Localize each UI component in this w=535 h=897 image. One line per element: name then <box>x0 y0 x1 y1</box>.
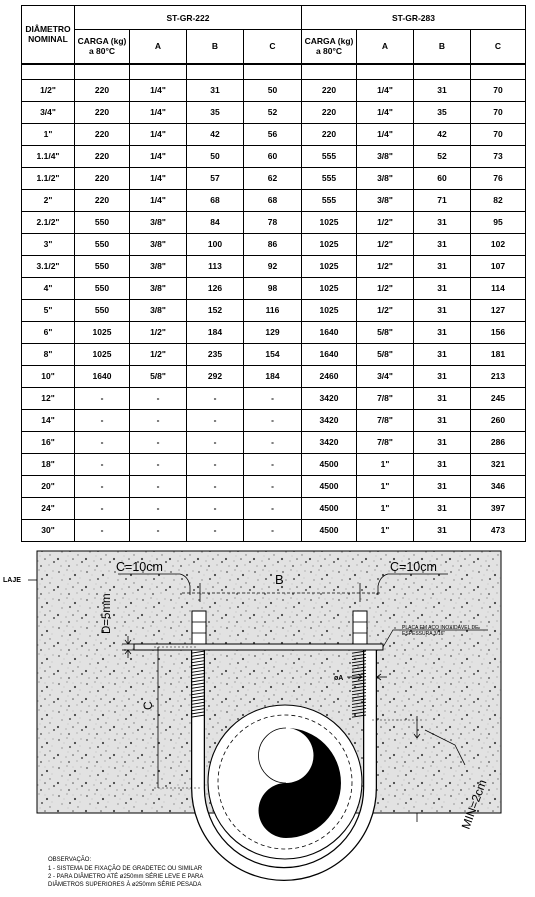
cell-b-283: 31 <box>414 211 471 233</box>
cell-diameter: 2" <box>22 189 75 211</box>
cell-c-283: 70 <box>471 79 526 101</box>
oa-label: øA <box>334 675 344 682</box>
cell-a-222: 1/4" <box>130 79 187 101</box>
table-row <box>22 343 526 365</box>
cell-load-283: 1640 <box>302 343 357 365</box>
cell-a-222: 3/8" <box>130 299 187 321</box>
cell-c-222: 62 <box>244 167 302 189</box>
cell-a-222: 3/8" <box>130 233 187 255</box>
cell-b-222: 292 <box>187 365 244 387</box>
cell-c-283: 95 <box>471 211 526 233</box>
cell-a-283: 5/8" <box>357 343 414 365</box>
cell-b-222: 42 <box>187 123 244 145</box>
cell-load-222: 1640 <box>75 365 130 387</box>
cell-c-283: 213 <box>471 365 526 387</box>
cell-c-222: 78 <box>244 211 302 233</box>
nut-left <box>192 611 206 644</box>
cell-diameter: 1.1/2" <box>22 167 75 189</box>
cell-c-283: 73 <box>471 145 526 167</box>
cell-a-222: 1/2" <box>130 343 187 365</box>
cell-c-222: 154 <box>244 343 302 365</box>
cell-a-283: 1" <box>357 519 414 541</box>
table-row <box>22 387 526 409</box>
table-row <box>22 519 526 541</box>
cell-a-222: 3/8" <box>130 211 187 233</box>
table-row <box>22 123 526 145</box>
header-diameter-line2: NOMINAL <box>28 34 68 45</box>
cell-a-222: - <box>130 475 187 497</box>
table-row <box>22 189 526 211</box>
cell-b-283: 31 <box>414 387 471 409</box>
notes-line2: 2 - PARA DIÂMETRO ATÉ ø250mm SÉRIE LEVE E PARA <box>48 874 204 880</box>
cell-b-283: 31 <box>414 453 471 475</box>
cell-a-222: 1/4" <box>130 123 187 145</box>
cell-c-222: 98 <box>244 277 302 299</box>
cell-c-283: 70 <box>471 101 526 123</box>
c-right-label: C=10cm <box>390 560 437 574</box>
plate-label-line2: ESPESSURA 3/16" <box>402 631 446 637</box>
cell-load-283: 555 <box>302 145 357 167</box>
cell-a-222: 1/4" <box>130 189 187 211</box>
cell-c-283: 102 <box>471 233 526 255</box>
cell-c-283: 114 <box>471 277 526 299</box>
header-load-line1: CARGA (kg) <box>77 36 127 47</box>
cell-b-283: 31 <box>414 519 471 541</box>
cell-c-283: 107 <box>471 255 526 277</box>
header-b-283: B <box>414 30 471 64</box>
cell-c-283: 473 <box>471 519 526 541</box>
cell-diameter: 14" <box>22 409 75 431</box>
cell-load-283: 4500 <box>302 475 357 497</box>
cell-a-283: 7/8" <box>357 409 414 431</box>
cell-diameter: 30" <box>22 519 75 541</box>
dimension-b-label: B <box>275 572 284 587</box>
table-row <box>22 79 526 101</box>
cell-c-222: - <box>244 431 302 453</box>
table-row <box>22 299 526 321</box>
cell-b-283: 31 <box>414 431 471 453</box>
cell-a-283: 1/4" <box>357 123 414 145</box>
cell-load-222: - <box>75 409 130 431</box>
cell-diameter: 2.1/2" <box>22 211 75 233</box>
dimension-c-label: C <box>141 701 155 710</box>
cell-b-222: 84 <box>187 211 244 233</box>
cell-load-283: 2460 <box>302 365 357 387</box>
cell-load-222: - <box>75 497 130 519</box>
cell-b-222: 68 <box>187 189 244 211</box>
cell-c-222: 68 <box>244 189 302 211</box>
cell-load-283: 1025 <box>302 299 357 321</box>
cell-a-283: 1" <box>357 497 414 519</box>
cell-a-222: 1/2" <box>130 321 187 343</box>
cell-c-283: 156 <box>471 321 526 343</box>
cell-b-222: 100 <box>187 233 244 255</box>
d-label: D=5mm <box>101 593 113 634</box>
notes-title: OBSERVAÇÃO: <box>48 857 92 863</box>
header-load-222 <box>75 30 130 64</box>
header-b-222: B <box>187 30 244 64</box>
cell-b-283: 31 <box>414 277 471 299</box>
cell-b-222: - <box>187 497 244 519</box>
table-row <box>22 101 526 123</box>
cell-diameter: 1" <box>22 123 75 145</box>
cell-diameter: 18" <box>22 453 75 475</box>
cell-load-283: 4500 <box>302 497 357 519</box>
cell-diameter: 8" <box>22 343 75 365</box>
cell-a-283: 3/8" <box>357 145 414 167</box>
cell-b-222: 50 <box>187 145 244 167</box>
cell-b-222: - <box>187 475 244 497</box>
header-c-222: C <box>244 30 302 64</box>
cell-a-283: 1/4" <box>357 79 414 101</box>
cell-b-222: - <box>187 519 244 541</box>
cell-b-222: 31 <box>187 79 244 101</box>
cell-c-283: 397 <box>471 497 526 519</box>
cell-a-222: 3/8" <box>130 277 187 299</box>
cell-b-283: 71 <box>414 189 471 211</box>
cell-c-283: 127 <box>471 299 526 321</box>
table-row <box>22 211 526 233</box>
cell-load-222: - <box>75 453 130 475</box>
header-c-283: C <box>471 30 526 64</box>
cell-a-222: - <box>130 453 187 475</box>
cell-load-222: 550 <box>75 233 130 255</box>
table-row <box>22 453 526 475</box>
cell-a-222: - <box>130 519 187 541</box>
notes-line3: DIÂMETROS SUPERIORES À ø250mm SÉRIE PESADA <box>48 882 202 888</box>
cell-load-283: 3420 <box>302 409 357 431</box>
cell-c-283: 70 <box>471 123 526 145</box>
cell-load-222: - <box>75 519 130 541</box>
table-row <box>22 431 526 453</box>
cell-c-283: 76 <box>471 167 526 189</box>
table-row <box>22 497 526 519</box>
cell-load-283: 1025 <box>302 277 357 299</box>
cell-load-222: - <box>75 387 130 409</box>
spec-table <box>21 5 526 542</box>
cell-a-283: 1/2" <box>357 233 414 255</box>
installation-drawing <box>0 540 535 897</box>
cell-load-283: 4500 <box>302 453 357 475</box>
cell-a-222: - <box>130 431 187 453</box>
cell-b-283: 31 <box>414 321 471 343</box>
cell-a-222: - <box>130 409 187 431</box>
cell-c-283: 346 <box>471 475 526 497</box>
cell-b-222: - <box>187 409 244 431</box>
cell-a-283: 3/4" <box>357 365 414 387</box>
c-left-label: C=10cm <box>116 560 163 574</box>
cell-c-222: 56 <box>244 123 302 145</box>
cell-diameter: 6" <box>22 321 75 343</box>
cell-b-222: - <box>187 453 244 475</box>
cell-load-222: 220 <box>75 167 130 189</box>
header-load-line1: CARGA (kg) <box>304 36 354 47</box>
cell-load-222: 550 <box>75 255 130 277</box>
cell-a-283: 1/2" <box>357 255 414 277</box>
cell-c-222: - <box>244 519 302 541</box>
cell-b-283: 31 <box>414 497 471 519</box>
cell-a-283: 3/8" <box>357 167 414 189</box>
cell-load-283: 3420 <box>302 387 357 409</box>
cell-c-283: 82 <box>471 189 526 211</box>
cell-b-222: 57 <box>187 167 244 189</box>
cell-load-222: 550 <box>75 211 130 233</box>
cell-b-283: 35 <box>414 101 471 123</box>
cell-a-222: - <box>130 497 187 519</box>
cell-load-222: 220 <box>75 145 130 167</box>
header-load-line2: a 80°C <box>315 46 343 57</box>
cell-diameter: 3/4" <box>22 101 75 123</box>
cell-load-283: 1025 <box>302 211 357 233</box>
cell-diameter: 4" <box>22 277 75 299</box>
cell-a-222: 1/4" <box>130 145 187 167</box>
cell-b-222: 152 <box>187 299 244 321</box>
cell-load-222: 550 <box>75 277 130 299</box>
table-spacer-row <box>22 64 526 80</box>
cell-load-283: 4500 <box>302 519 357 541</box>
header-group-283: ST-GR-283 <box>302 6 526 30</box>
cell-load-283: 555 <box>302 189 357 211</box>
cell-load-222: 220 <box>75 79 130 101</box>
cell-load-222: 550 <box>75 299 130 321</box>
cell-diameter: 5" <box>22 299 75 321</box>
cell-a-222: - <box>130 387 187 409</box>
cell-c-222: 52 <box>244 101 302 123</box>
cell-load-283: 220 <box>302 101 357 123</box>
cell-b-283: 31 <box>414 233 471 255</box>
cell-b-222: 113 <box>187 255 244 277</box>
cell-c-222: 50 <box>244 79 302 101</box>
cell-load-222: - <box>75 475 130 497</box>
cell-c-222: - <box>244 497 302 519</box>
cell-c-283: 260 <box>471 409 526 431</box>
cell-b-283: 42 <box>414 123 471 145</box>
cell-load-283: 1640 <box>302 321 357 343</box>
table-row <box>22 321 526 343</box>
cell-c-222: 86 <box>244 233 302 255</box>
cell-c-283: 245 <box>471 387 526 409</box>
nut-right <box>353 611 367 644</box>
cell-b-283: 31 <box>414 299 471 321</box>
cell-b-222: - <box>187 387 244 409</box>
cell-c-222: - <box>244 453 302 475</box>
cell-a-283: 1" <box>357 453 414 475</box>
cell-load-222: - <box>75 431 130 453</box>
cell-b-222: 126 <box>187 277 244 299</box>
cell-load-283: 1025 <box>302 233 357 255</box>
cell-load-222: 220 <box>75 101 130 123</box>
plate-label-line1: PLACA EM AÇO INOXIDÁVEL DE <box>402 625 479 631</box>
cell-c-222: 129 <box>244 321 302 343</box>
cell-c-222: - <box>244 475 302 497</box>
cell-diameter: 12" <box>22 387 75 409</box>
cell-diameter: 24" <box>22 497 75 519</box>
cell-c-222: - <box>244 387 302 409</box>
cell-diameter: 1/2" <box>22 79 75 101</box>
cell-a-283: 5/8" <box>357 321 414 343</box>
cell-b-283: 31 <box>414 365 471 387</box>
cell-a-222: 1/4" <box>130 101 187 123</box>
table-row <box>22 167 526 189</box>
table-row <box>22 365 526 387</box>
cell-b-283: 31 <box>414 409 471 431</box>
cell-diameter: 20" <box>22 475 75 497</box>
cell-load-283: 220 <box>302 123 357 145</box>
cell-b-283: 31 <box>414 343 471 365</box>
cell-c-222: 116 <box>244 299 302 321</box>
cell-b-283: 52 <box>414 145 471 167</box>
cell-diameter: 1.1/4" <box>22 145 75 167</box>
cell-load-283: 3420 <box>302 431 357 453</box>
laje-label: LAJE <box>3 577 21 584</box>
table-row <box>22 475 526 497</box>
cell-b-283: 31 <box>414 475 471 497</box>
cell-diameter: 10" <box>22 365 75 387</box>
cell-a-222: 1/4" <box>130 167 187 189</box>
cell-a-283: 1/2" <box>357 211 414 233</box>
cell-a-283: 1/2" <box>357 299 414 321</box>
header-load-line2: a 80°C <box>88 46 116 57</box>
cell-a-283: 1/4" <box>357 101 414 123</box>
cell-load-222: 220 <box>75 123 130 145</box>
cell-load-222: 1025 <box>75 343 130 365</box>
cell-load-222: 1025 <box>75 321 130 343</box>
cell-c-283: 286 <box>471 431 526 453</box>
cell-c-222: 92 <box>244 255 302 277</box>
cell-a-283: 1" <box>357 475 414 497</box>
min-label: MIN=2cm <box>458 777 490 832</box>
header-a-222: A <box>130 30 187 64</box>
cell-b-283: 60 <box>414 167 471 189</box>
table-row <box>22 277 526 299</box>
header-diameter <box>22 6 75 64</box>
cell-b-283: 31 <box>414 79 471 101</box>
cell-diameter: 16" <box>22 431 75 453</box>
header-load-283 <box>302 30 357 64</box>
cell-load-283: 220 <box>302 79 357 101</box>
cell-load-222: 220 <box>75 189 130 211</box>
cell-c-222: 184 <box>244 365 302 387</box>
cell-c-283: 321 <box>471 453 526 475</box>
cell-b-222: 235 <box>187 343 244 365</box>
cell-b-283: 31 <box>414 255 471 277</box>
cell-a-222: 5/8" <box>130 365 187 387</box>
cell-c-222: - <box>244 409 302 431</box>
cell-a-283: 1/2" <box>357 277 414 299</box>
header-a-283: A <box>357 30 414 64</box>
cell-a-283: 7/8" <box>357 387 414 409</box>
cell-b-222: 184 <box>187 321 244 343</box>
cell-b-222: - <box>187 431 244 453</box>
table-body <box>22 64 526 542</box>
table-row <box>22 255 526 277</box>
notes-line1: 1 - SISTEMA DE FIXAÇÃO DE GRADETEC OU SIMILAR <box>48 866 203 872</box>
cell-diameter: 3.1/2" <box>22 255 75 277</box>
cell-a-283: 7/8" <box>357 431 414 453</box>
table-row <box>22 233 526 255</box>
cell-load-283: 1025 <box>302 255 357 277</box>
cell-load-283: 555 <box>302 167 357 189</box>
header-group-222: ST-GR-222 <box>75 6 302 30</box>
cell-a-222: 3/8" <box>130 255 187 277</box>
cell-a-283: 3/8" <box>357 189 414 211</box>
cell-c-222: 60 <box>244 145 302 167</box>
cell-b-222: 35 <box>187 101 244 123</box>
cell-diameter: 3" <box>22 233 75 255</box>
table-row <box>22 409 526 431</box>
cell-c-283: 181 <box>471 343 526 365</box>
header-diameter-line1: DIÂMETRO <box>25 24 71 35</box>
table-row <box>22 145 526 167</box>
